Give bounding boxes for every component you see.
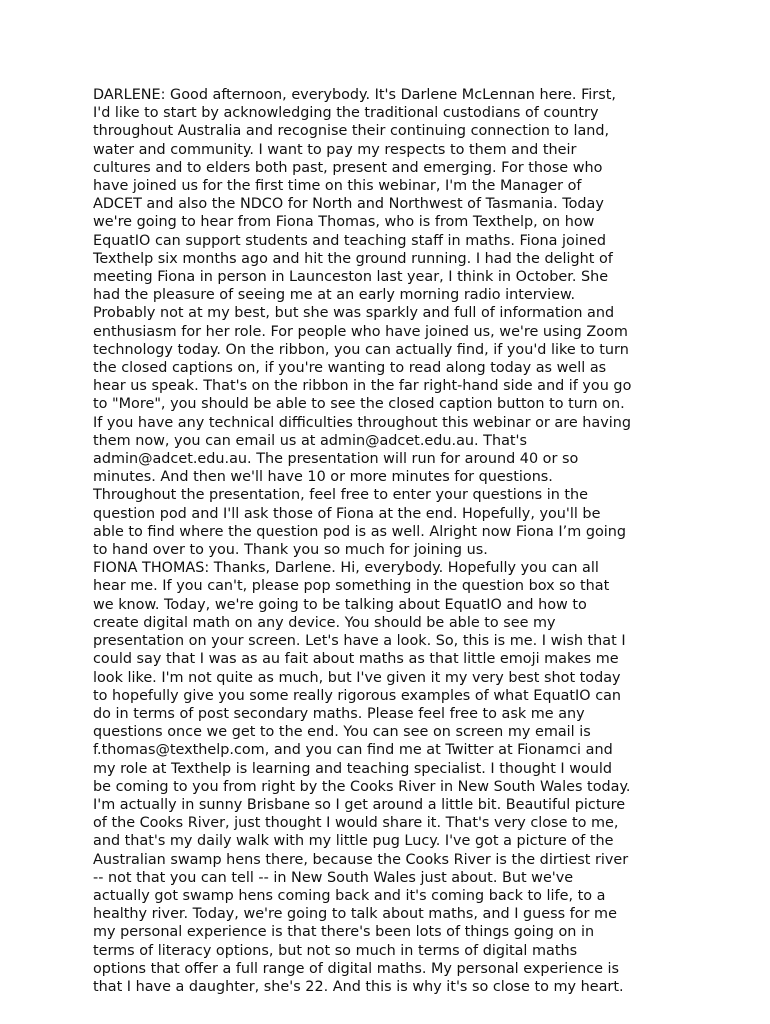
transcript-line: them now, you can email us at admin@adcet.edu.au. That's	[93, 432, 527, 449]
transcript-line: I'm actually in sunny Brisbane so I get around a little bit. Beautiful picture	[93, 796, 626, 813]
transcript-line: enthusiasm for her role. For people who have joined us, we're using Zoom	[93, 323, 628, 340]
transcript-line: admin@adcet.edu.au. The presentation will run for around 40 or so	[93, 451, 579, 468]
transcript-line: FIONA THOMAS: Thanks, Darlene. Hi, everybody. Hopefully you can all	[93, 560, 599, 577]
transcript-line: water and community. I want to pay my respects to them and their	[93, 141, 577, 158]
transcript-line: and that's my daily walk with my little pug Lucy. I've got a picture of the	[93, 833, 614, 850]
transcript-line: options that offer a full range of digital maths. My personal experience is	[93, 960, 620, 977]
transcript-line: hear us speak. That's on the ribbon in the far right-hand side and if you go	[93, 378, 632, 395]
transcript-line: my role at Texthelp is learning and teaching specialist. I thought I would	[93, 760, 613, 777]
transcript-line: be coming to you from right by the Cooks River in New South Wales today.	[93, 778, 631, 795]
transcript-line: my personal experience is that there's been lots of things going on in	[93, 924, 595, 941]
transcript-line: ADCET and also the NDCO for North and Northwest of Tasmania. Today	[93, 196, 604, 213]
transcript-line: the closed captions on, if you're wanting to read along today as well as	[93, 360, 607, 377]
transcript-line: healthy river. Today, we're going to talk about maths, and I guess for me	[93, 906, 617, 923]
transcript-line: presentation on your screen. Let's have a look. So, this is me. I wish that I	[93, 633, 626, 650]
transcript-line: technology today. On the ribbon, you can actually find, if you'd like to turn	[93, 341, 629, 358]
transcript-line: questions once we get to the end. You can see on screen my email is	[93, 724, 591, 741]
transcript-line: actually got swamp hens coming back and it's coming back to life, to a	[93, 887, 606, 904]
transcript-line: that I have a daughter, she's 22. And this is why it's so close to my heart.	[93, 978, 624, 995]
transcript-line: of the Cooks River, just thought I would share it. That's very close to me,	[93, 815, 619, 832]
transcript-line: f.thomas@texthelp.com, and you can find me at Twitter at Fionamci and	[93, 742, 613, 759]
transcript-line: EquatIO can support students and teaching staff in maths. Fiona joined	[93, 232, 606, 249]
transcript-line: I'd like to start by acknowledging the traditional custodians of country	[93, 105, 599, 122]
transcript-line: minutes. And then we'll have 10 or more minutes for questions.	[93, 469, 553, 486]
transcript-line: we're going to hear from Fiona Thomas, who is from Texthelp, on how	[93, 214, 595, 231]
transcript-line: -- not that you can tell -- in New South Wales just about. But we've	[93, 869, 574, 886]
transcript-line: do in terms of post secondary maths. Please feel free to ask me any	[93, 705, 585, 722]
transcript-line: have joined us for the first time on this webinar, I'm the Manager of	[93, 178, 582, 195]
transcript-line: cultures and to elders both past, present and emerging. For those who	[93, 159, 603, 176]
transcript-line: DARLENE: Good afternoon, everybody. It's Darlene McLennan here. First,	[93, 87, 616, 103]
transcript-line: hear me. If you can't, please pop something in the question box so that	[93, 578, 610, 595]
transcript-line: Texthelp six months ago and hit the ground running. I had the delight of	[93, 250, 613, 267]
transcript-line: could say that I was as au fait about maths as that little emoji makes me	[93, 651, 619, 668]
transcript-line: meeting Fiona in person in Launceston last year, I think in October. She	[93, 269, 609, 286]
transcript-line: question pod and I'll ask those of Fiona at the end. Hopefully, you'll be	[93, 505, 601, 522]
transcript-line: throughout Australia and recognise their continuing connection to land,	[93, 123, 610, 140]
transcript-line: Probably not at my best, but she was sparkly and full of information and	[93, 305, 615, 322]
transcript-page	[93, 86, 693, 996]
transcript-line: look like. I'm not quite as much, but I've given it my very best shot today	[93, 669, 621, 686]
transcript-line: terms of literacy options, but not so much in terms of digital maths	[93, 942, 578, 959]
transcript-line: had the pleasure of seeing me at an early morning radio interview.	[93, 287, 576, 304]
transcript-line: Australian swamp hens there, because the Cooks River is the dirtiest river	[93, 851, 629, 868]
transcript-line: create digital math on any device. You should be able to see my	[93, 614, 556, 631]
transcript-line: to "More", you should be able to see the closed caption button to turn on.	[93, 396, 625, 413]
transcript-line: to hopefully give you some really rigorous examples of what EquatIO can	[93, 687, 622, 704]
transcript-line: we know. Today, we're going to be talking about EquatIO and how to	[93, 596, 587, 613]
transcript-line: Throughout the presentation, feel free to enter your questions in the	[93, 487, 589, 504]
transcript-line: to hand over to you. Thank you so much for joining us.	[93, 542, 488, 559]
transcript-line: If you have any technical difficulties throughout this webinar or are having	[93, 414, 631, 431]
transcript-line: able to find where the question pod is as well. Alright now Fiona I’m going	[93, 523, 627, 540]
